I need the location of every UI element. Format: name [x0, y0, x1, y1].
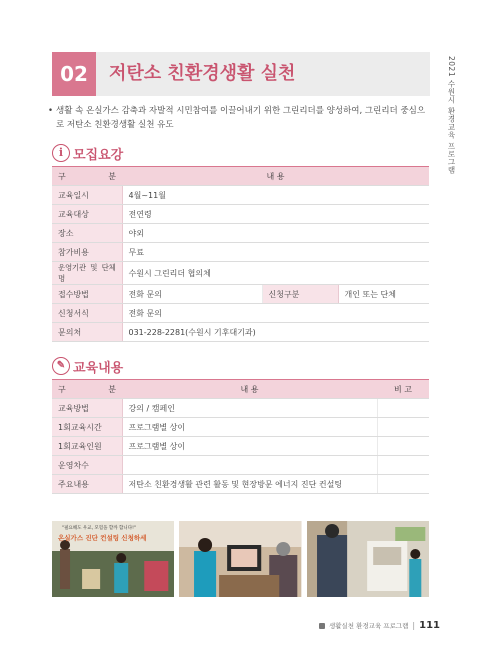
- row-label: 교육대상: [52, 205, 122, 224]
- header-content: 내 용: [122, 380, 377, 399]
- home-visit-photo: [307, 521, 429, 597]
- info-icon: i: [52, 144, 70, 162]
- table-row: [52, 224, 429, 243]
- section-header-recruitment: [52, 143, 123, 163]
- section-title: 교육내용: [73, 360, 124, 376]
- page-title: 저탄소 친환경생활 실천: [109, 63, 296, 84]
- row-value: 저탄소 친환경생활 관련 활동 및 현장방문 에너지 진단 컨설팅: [122, 475, 377, 494]
- page-number: 111: [419, 620, 440, 631]
- row-value: 031-228-2281(수원시 기후대기과): [122, 323, 429, 342]
- row-value: 강의 / 캠페인: [122, 399, 377, 418]
- intro-paragraph: [48, 104, 428, 132]
- row-note: [377, 456, 429, 475]
- table-row: [52, 205, 429, 224]
- row-label: 운영기관 및 단체명: [52, 262, 122, 285]
- table-row: [52, 243, 429, 262]
- row-label: 교육일시: [52, 186, 122, 205]
- row-label: 운영차수: [52, 456, 122, 475]
- table-row: [52, 399, 429, 418]
- row-label: 문의처: [52, 323, 122, 342]
- row-note: [377, 437, 429, 456]
- row-value: 전연령: [122, 205, 429, 224]
- side-label: 2021 수원시 환경교육 프로그램: [447, 56, 456, 174]
- row-label: 교육방법: [52, 399, 122, 418]
- table-row: [52, 323, 429, 342]
- table-row: [52, 186, 429, 205]
- recruitment-table: [52, 166, 429, 342]
- table-header-row: [52, 380, 429, 399]
- section-number: 02: [52, 52, 96, 96]
- row-value: 프로그램별 상이: [122, 418, 377, 437]
- row-label: 주요내용: [52, 475, 122, 494]
- page-footer: [319, 620, 440, 631]
- pencil-icon: ✎: [52, 357, 70, 375]
- row-value: 전화 문의: [122, 285, 262, 304]
- footer-text: 생활실천 환경교육 프로그램: [328, 622, 409, 630]
- row-label: 장소: [52, 224, 122, 243]
- footer-divider: |: [412, 621, 416, 630]
- row-value-secondary: 개인 또는 단체: [338, 285, 429, 304]
- photo-strip: [52, 521, 429, 597]
- row-value: 전화 문의: [122, 304, 429, 323]
- banner-line2: 온실가스 진단 컨설팅 신청하세: [58, 534, 147, 542]
- header-label: 구 분: [52, 380, 122, 399]
- table-row: [52, 437, 429, 456]
- row-label: 참가비용: [52, 243, 122, 262]
- content-table: [52, 379, 429, 494]
- row-label-secondary: 신청구분: [262, 285, 338, 304]
- table-row: [52, 304, 429, 323]
- banner-line1: "필요해도 우교, 모험을 할까 합니다!": [62, 526, 136, 531]
- campaign-photo: [52, 521, 174, 597]
- table-row: [52, 475, 429, 494]
- row-label: 1회교육시간: [52, 418, 122, 437]
- footer-mark-icon: [319, 623, 325, 629]
- row-note: [377, 399, 429, 418]
- row-value: 프로그램별 상이: [122, 437, 377, 456]
- row-note: [377, 475, 429, 494]
- header-note: 비 고: [377, 380, 429, 399]
- table-row: [52, 285, 429, 304]
- table-header-row: [52, 167, 429, 186]
- table-row: [52, 456, 429, 475]
- row-note: [377, 418, 429, 437]
- table-row: [52, 262, 429, 285]
- row-label: 1회교육인원: [52, 437, 122, 456]
- section-title-bar: [52, 52, 430, 96]
- table-row: [52, 418, 429, 437]
- row-value: 수원시 그린리더 협의체: [122, 262, 429, 285]
- bullet-icon: •: [48, 106, 54, 116]
- section-header-content: [52, 356, 123, 376]
- row-value: 야외: [122, 224, 429, 243]
- row-value: 4월~11월: [122, 186, 429, 205]
- intro-text: 생활 속 온실가스 감축과 자발적 시민참여를 이끌어내기 위한 그린리더를 양성하여, 그린리더 중심으로 저탄소 친환경생활 실천 유도: [56, 106, 426, 130]
- row-label: 접수방법: [52, 285, 122, 304]
- consulting-photo: [179, 521, 301, 597]
- row-value: [122, 456, 377, 475]
- row-value: 무료: [122, 243, 429, 262]
- section-title: 모집요강: [73, 147, 124, 163]
- row-label: 신청서식: [52, 304, 122, 323]
- header-content: 내 용: [122, 167, 429, 186]
- header-label: 구 분: [52, 167, 122, 186]
